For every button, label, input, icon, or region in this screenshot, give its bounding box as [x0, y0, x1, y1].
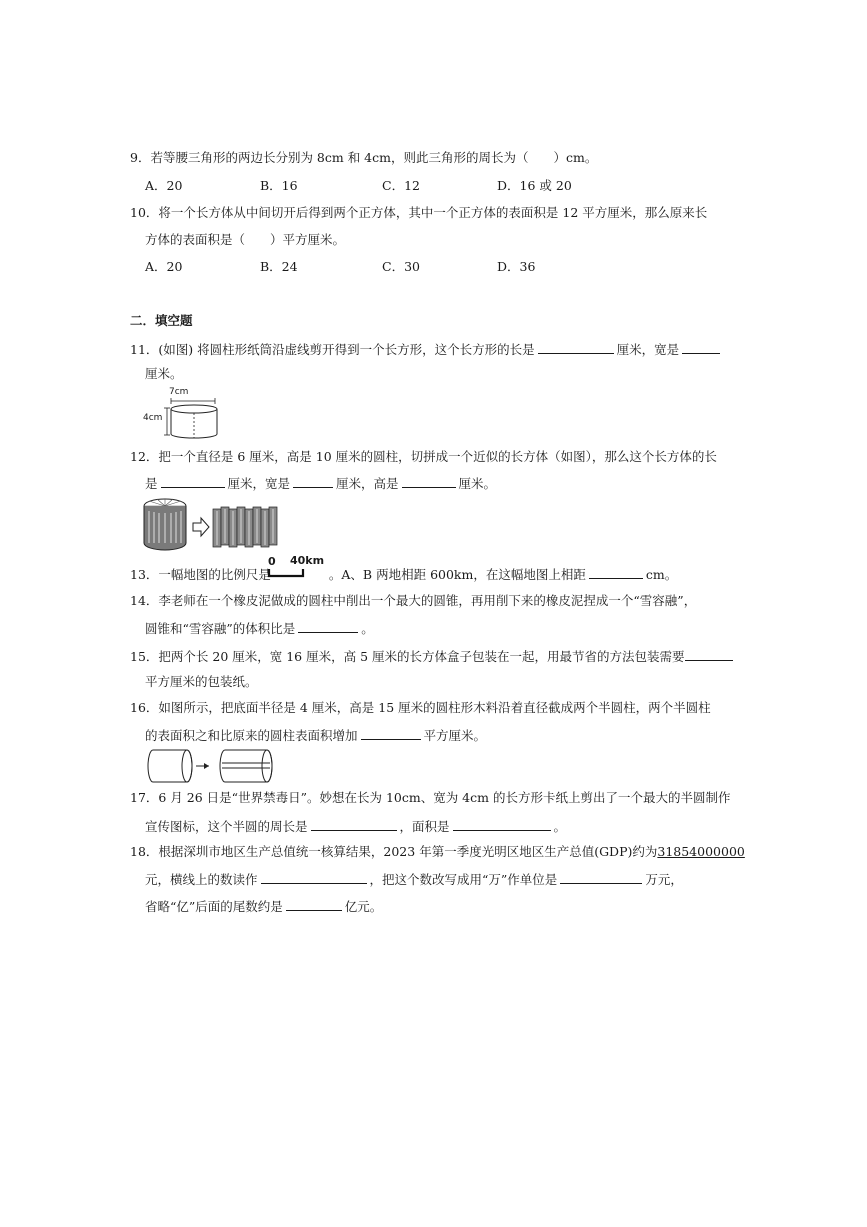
q12-blank-height[interactable]: [402, 475, 456, 488]
section-title: 二．填空题: [130, 313, 193, 328]
q17-stem-line2: 宣传图标，这个半圆的周长是 ，面积是 。: [145, 819, 567, 834]
q13-scale-bar: [268, 555, 328, 579]
q13-stem: 13．一幅地图的比例尺是 。A、B 两地相距 600km，在这幅地图上相距 cm。: [130, 567, 678, 582]
q11-label-7cm: 7cm: [169, 387, 189, 397]
q12-stem-line1: 12．把一个直径是 6 厘米，高是 10 厘米的圆柱，切拼成一个近似的长方体（如图），那么这个长方体的长: [130, 449, 717, 464]
q10-stem-line2: 方体的表面积是（ ）平方厘米。: [145, 232, 346, 247]
q9-option-c: C．12: [382, 178, 420, 193]
q18-stem-line2: 元，横线上的数读作 ，把这个数改写成用“万”作单位是 万元，: [145, 872, 683, 887]
q18-underlined-number: 31854000000: [657, 844, 745, 859]
q12-blank-length[interactable]: [161, 475, 225, 488]
q10-option-d: D．36: [497, 259, 536, 274]
q18-blank-yi[interactable]: [286, 898, 342, 911]
q12-stem-line2: 是 厘米，宽是 厘米，高是 厘米。: [145, 476, 497, 491]
q9-option-b: B．16: [260, 178, 298, 193]
q11-stem-line1: 11．(如图) 将圆柱形纸筒沿虚线剪开得到一个长方形，这个长方形的长是 厘米，宽是: [130, 341, 723, 358]
q13-scale-40km: 40km: [290, 554, 325, 567]
q11-blank-width[interactable]: [682, 341, 720, 354]
q9-option-a: A．20: [145, 178, 183, 193]
q13-blank[interactable]: [589, 566, 643, 579]
q12-cylinder-to-cuboid-figure: [143, 497, 293, 553]
q14-blank[interactable]: [298, 620, 358, 633]
q9-option-d: D．16 或 20: [497, 178, 572, 193]
q11-cylinder-figure: [143, 388, 223, 442]
q15-blank[interactable]: [685, 648, 733, 661]
q15-stem-line1: 15．把两个长 20 厘米，宽 16 厘米，高 5 厘米的长方体盒子包装在一起，用最节省的方法包装需要: [130, 648, 736, 665]
q11-label-4cm: 4cm: [143, 413, 163, 423]
q16-half-cylinder-figure: [145, 748, 280, 786]
q11-blank-length[interactable]: [538, 341, 614, 354]
q16-blank[interactable]: [361, 727, 421, 740]
q10-option-c: C．30: [382, 259, 420, 274]
q11-stem-line2: 厘米。: [145, 366, 183, 381]
q18-blank-wan[interactable]: [560, 871, 642, 884]
q18-blank-reading[interactable]: [261, 871, 367, 884]
q14-stem-line1: 14．李老师在一个橡皮泥做成的圆柱中削出一个最大的圆锥，再用削下来的橡皮泥捏成一个“雪容融”，: [130, 593, 697, 608]
q18-stem-line1: 18．根据深圳市地区生产总值统一核算结果，2023 年第一季度光明区地区生产总值(GDP)约为31854000000: [130, 844, 745, 859]
q17-stem-line1: 17．6 月 26 日是“世界禁毒日”。妙想在长为 10cm、宽为 4cm 的长方形卡纸上剪出了一个最大的半圆制作: [130, 790, 731, 805]
q16-stem-line2: 的表面积之和比原来的圆柱表面积增加 平方厘米。: [145, 728, 487, 743]
q11-cylinder-drawing: [143, 388, 223, 442]
q13-scale-line: [268, 568, 308, 578]
q10-option-a: A．20: [145, 259, 183, 274]
q14-stem-line2: 圆锥和“雪容融”的体积比是 。: [145, 621, 374, 636]
q17-blank-area[interactable]: [453, 818, 551, 831]
q10-option-b: B．24: [260, 259, 298, 274]
q13-scale-zero: 0: [268, 555, 276, 568]
q16-stem-line1: 16．如图所示，把底面半径是 4 厘米，高是 15 厘米的圆柱形木料沿着直径截成两个半圆柱，两个半圆柱: [130, 700, 711, 715]
q10-stem-line1: 10．将一个长方体从中间切开后得到两个正方体，其中一个正方体的表面积是 12 平方厘米，那么原来长: [130, 205, 708, 220]
q18-stem-line3: 省略“亿”后面的尾数约是 亿元。: [145, 899, 383, 914]
q12-blank-width[interactable]: [293, 475, 333, 488]
q9-stem: 9．若等腰三角形的两边长分别为 8cm 和 4cm，则此三角形的周长为（ ）cm。: [130, 150, 598, 165]
q15-stem-line2: 平方厘米的包装纸。: [145, 674, 258, 689]
q17-blank-perimeter[interactable]: [311, 818, 397, 831]
